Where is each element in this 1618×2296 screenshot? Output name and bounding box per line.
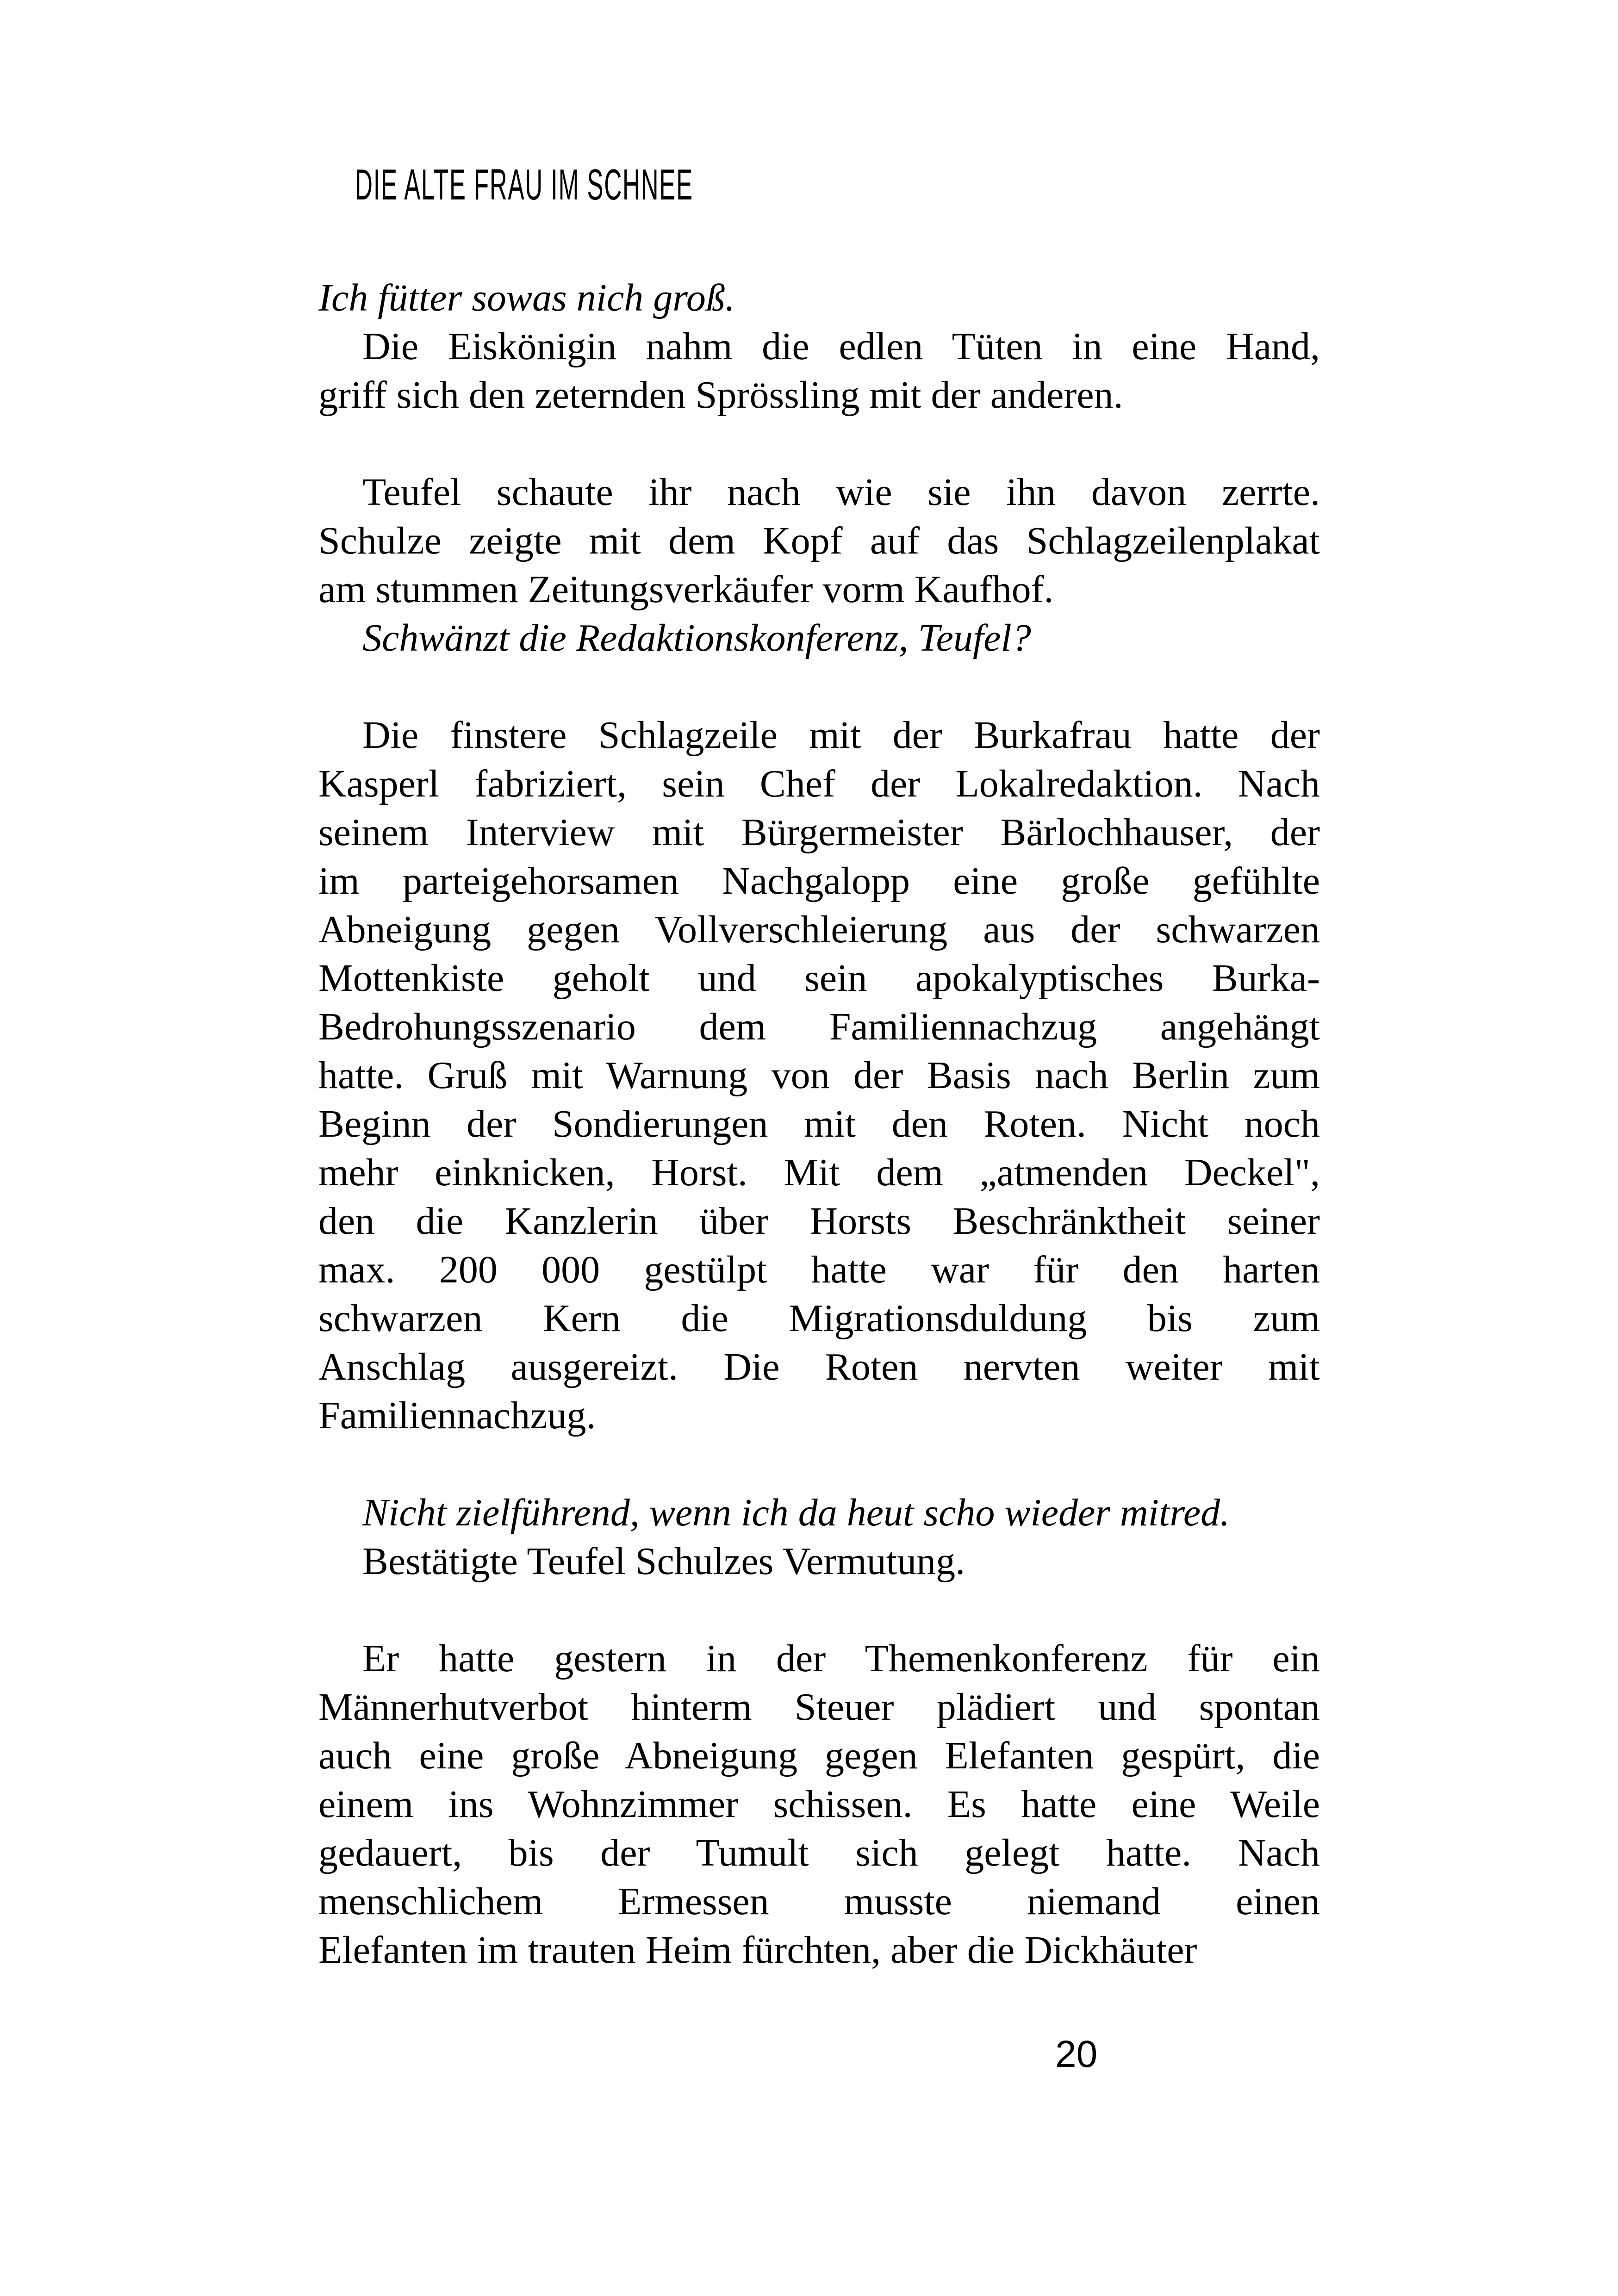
paragraph (318, 614, 1320, 662)
paragraph (318, 1537, 1320, 1586)
paragraph (318, 322, 1320, 419)
body-line: Mottenkiste geholt und sein apokalyptisches Burka- (318, 957, 1320, 1000)
body-line: Die finstere Schlagzeile mit der Burkafrau hatte der (362, 714, 1320, 757)
body-line: am stummen Zeitungsverkäufer vorm Kaufhof. (318, 568, 1054, 611)
body-line: gedauert, bis der Tumult sich gelegt hatte. Nach (318, 1831, 1320, 1874)
body-line: hatte. Gruß mit Warnung von der Basis nach Berlin zum (318, 1054, 1320, 1097)
body-line: im parteigehorsamen Nachgalopp eine große gefühlte (318, 859, 1320, 902)
body-line: Familiennachzug. (318, 1394, 596, 1437)
body-line: auch eine große Abneigung gegen Elefanten gespürt, die (318, 1734, 1320, 1777)
body-line: griff sich den zeternden Sprössling mit der anderen. (318, 373, 1123, 417)
body-line: Teufel schaute ihr nach wie sie ihn davon zerrte. (362, 471, 1320, 514)
body-line: Männerhutverbot hinterm Steuer plädiert und spontan (318, 1686, 1320, 1729)
body-line: Bedrohungsszenario dem Familiennachzug angehängt (318, 1005, 1320, 1048)
body-line: seinem Interview mit Bürgermeister Bärlochhauser, der (318, 811, 1320, 854)
running-header-title: DIE ALTE FRAU IM SCHNEE (355, 160, 693, 209)
body-line: Bestätigte Teufel Schulzes Vermutung. (362, 1540, 965, 1583)
paragraph-group (318, 468, 1320, 662)
body-line: Schwänzt die Redaktionskonferenz, Teufel? (362, 616, 1031, 660)
paragraph-group (318, 1488, 1320, 1586)
body-line: Ich fütter sowas nich groß. (318, 276, 735, 319)
paragraph-group (318, 711, 1320, 1440)
paragraph (318, 1634, 1320, 1974)
body-line: mehr einknicken, Horst. Mit dem „atmenden Deckel", (318, 1151, 1320, 1194)
body-line: max. 200 000 gestülpt hatte war für den harten (318, 1248, 1320, 1291)
body-line: schwarzen Kern die Migrationsduldung bis zum (318, 1297, 1320, 1340)
body-line: Abneigung gegen Vollverschleierung aus der schwarzen (318, 908, 1320, 951)
paragraph (318, 711, 1320, 1440)
paragraph-group (318, 274, 1320, 419)
body-line: menschlichem Ermessen musste niemand einen (318, 1880, 1320, 1923)
body-line: Nicht zielführend, wenn ich da heut scho wieder mitred. (362, 1491, 1230, 1534)
body-line: Beginn der Sondierungen mit den Roten. Nicht noch (318, 1102, 1320, 1145)
paragraph-group (318, 1634, 1320, 1974)
body-text-block (318, 274, 1320, 1974)
body-line: Er hatte gestern in der Themenkonferenz für ein (362, 1637, 1320, 1680)
body-line: Schulze zeigte mit dem Kopf auf das Schlagzeilenplakat (318, 519, 1320, 562)
body-line: Die Eiskönigin nahm die edlen Tüten in eine Hand, (362, 325, 1320, 368)
body-line: den die Kanzlerin über Horsts Beschränktheit seiner (318, 1200, 1320, 1243)
body-line: Kasperl fabriziert, sein Chef der Lokalredaktion. Nach (318, 762, 1320, 805)
paragraph (318, 468, 1320, 614)
paragraph (318, 1488, 1320, 1537)
body-line: Anschlag ausgereizt. Die Roten nervten weiter mit (318, 1345, 1320, 1388)
body-line: Elefanten im trauten Heim fürchten, aber die Dickhäuter (318, 1929, 1197, 1972)
body-line: einem ins Wohnzimmer schissen. Es hatte eine Weile (318, 1783, 1320, 1826)
paragraph (318, 274, 1320, 322)
page-number: 20 (1055, 2033, 1098, 2075)
